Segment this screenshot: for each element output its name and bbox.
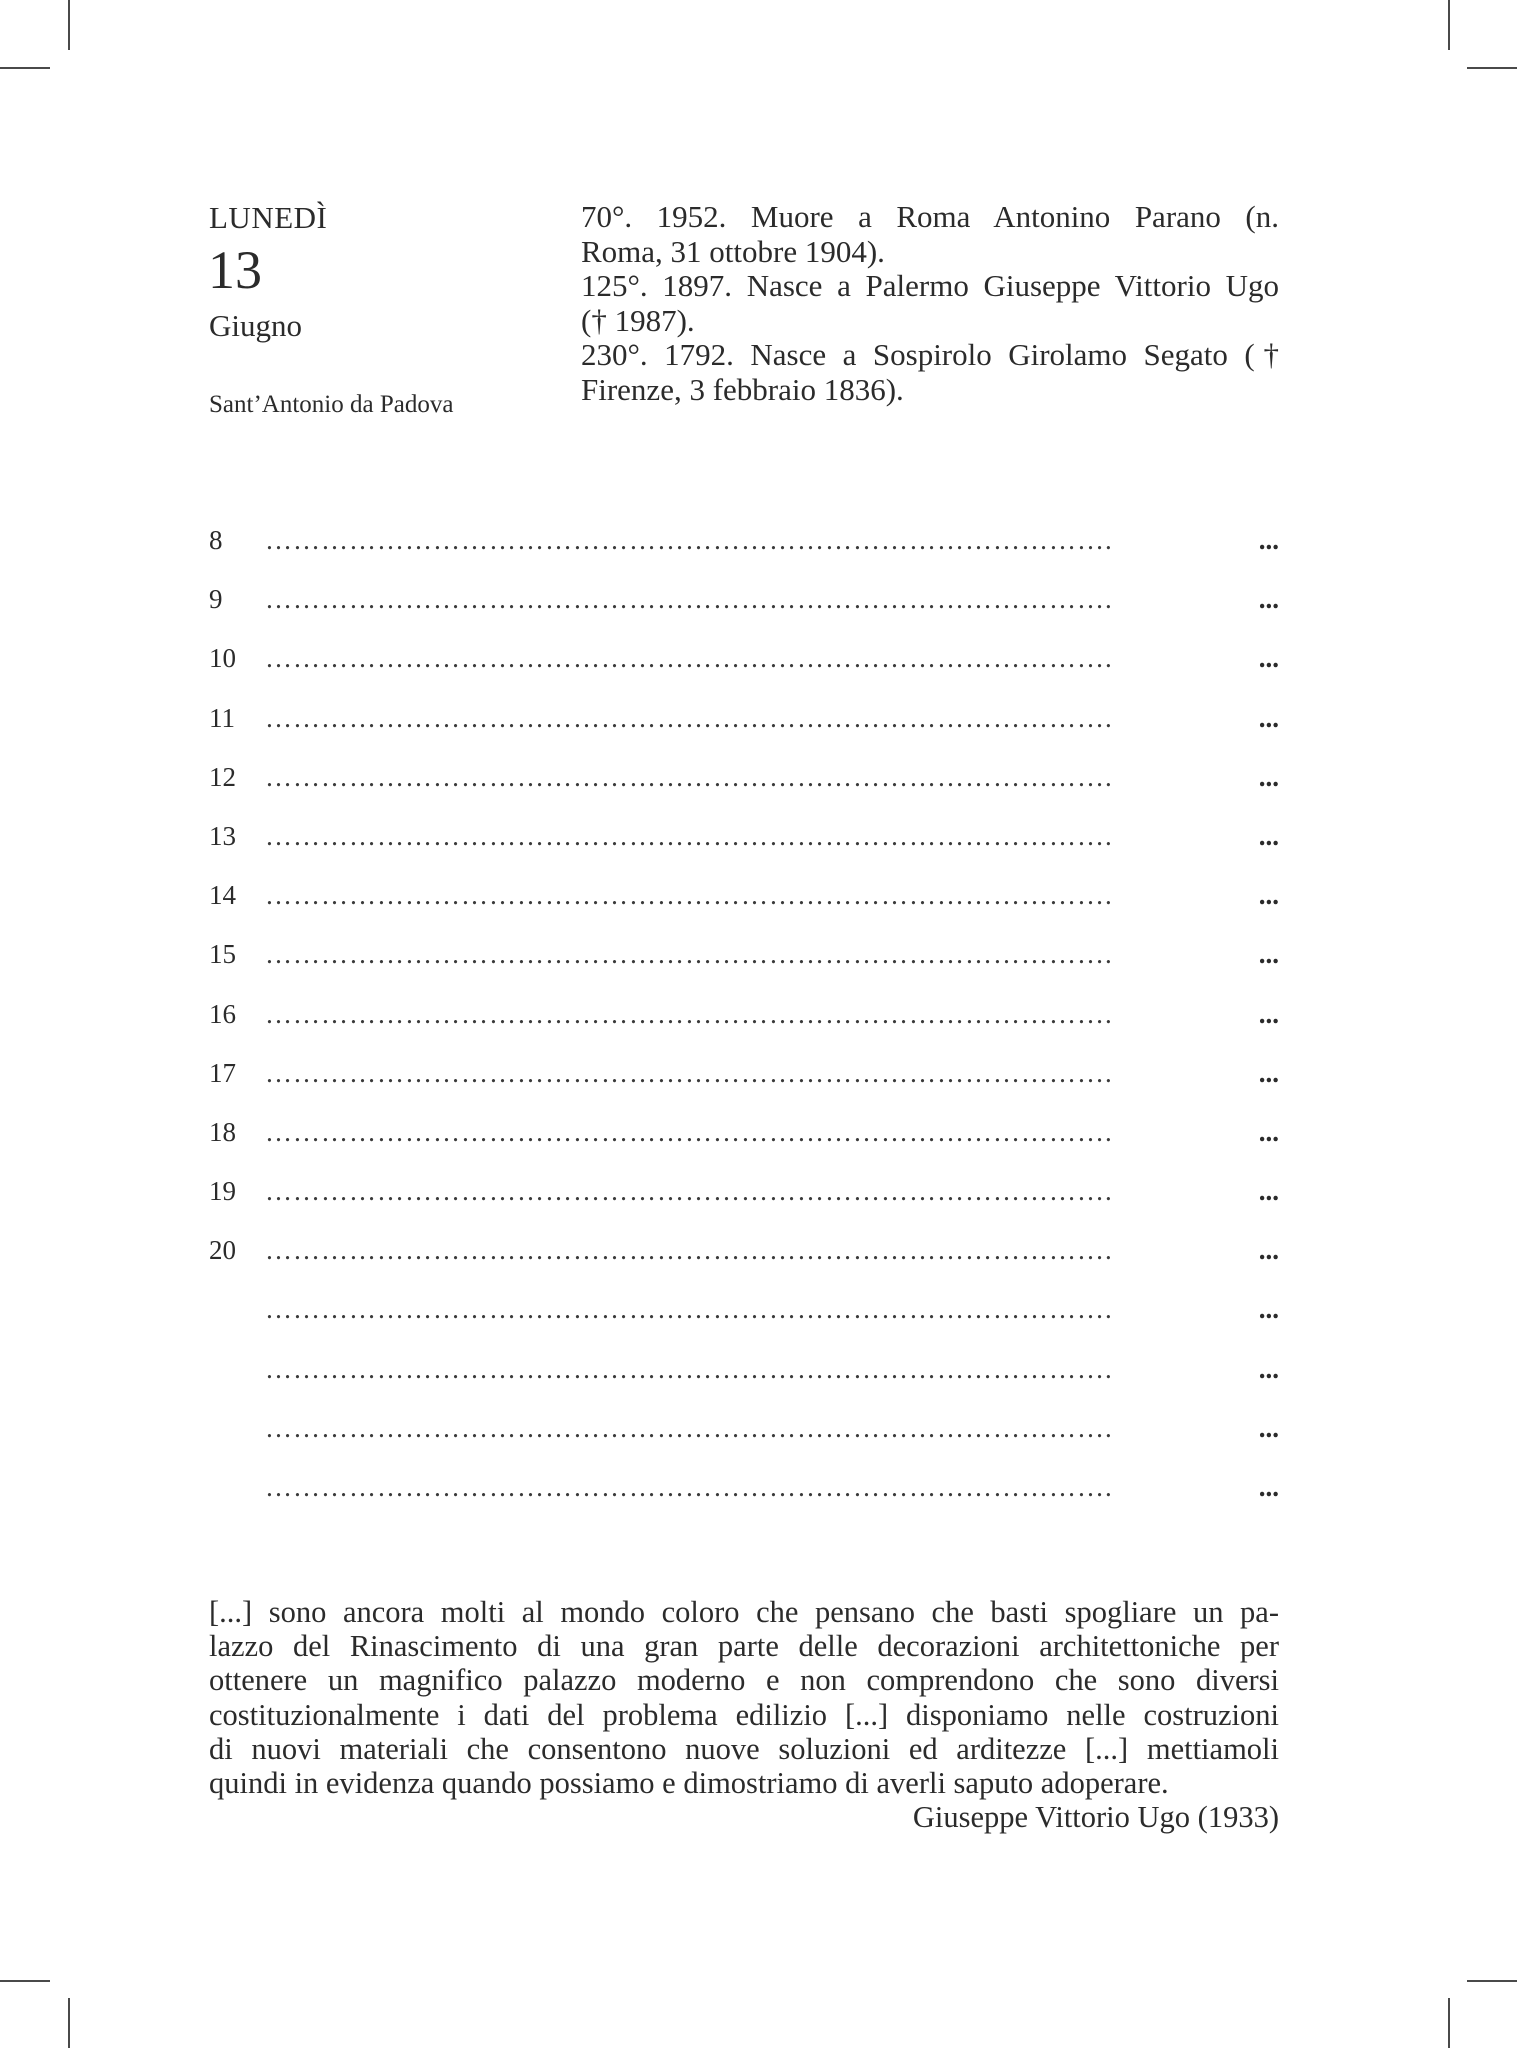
hour-schedule [209,520,1279,1526]
note-row [209,1467,1279,1526]
hour-row [209,757,1279,816]
hour-row [209,638,1279,697]
crop-mark-top-left-horizontal [0,67,50,69]
dot-leader: ………………………………………………………………………………. [265,584,1113,615]
dot-leader-end: ... [1258,820,1279,851]
anniversaries-block [581,200,1279,407]
quote-line: [...] sono ancora molti al mondo coloro che pensano che basti spogliare un pa- [209,1595,1279,1629]
hour-row [209,698,1279,757]
dot-leader-end: ... [1258,1116,1279,1147]
hour-row [209,520,1279,579]
event-line: 70°. 1952. Muore a Roma Antonino Parano (n. [581,200,1279,234]
dot-leader: ………………………………………………………………………………. [265,1294,1113,1325]
quote-line: costituzionalmente i dati del problema edilizio [...] disponiamo nelle costruzioni [209,1697,1279,1732]
dot-leader-end: ... [1258,939,1279,970]
hour-label: 13 [209,820,236,851]
hour-row [209,1230,1279,1289]
event-line: 125°. 1897. Nasce a Palermo Giuseppe Vittorio Ugo [581,269,1279,303]
event-line: 230°. 1792. Nasce a Sospirolo Girolamo Segato († [581,338,1279,372]
hour-label: 16 [209,998,236,1029]
dot-leader: ………………………………………………………………………………. [265,939,1113,970]
crop-mark-bottom-right-vertical [1448,1998,1450,2048]
hour-label: 19 [209,1176,236,1207]
dot-leader: ………………………………………………………………………………. [265,761,1113,792]
hour-row [209,934,1279,993]
dot-leader-end: ... [1258,525,1279,555]
dot-leader: ………………………………………………………………………………. [265,525,1113,555]
dot-leader: ………………………………………………………………………………. [265,1176,1113,1207]
dot-leader: ………………………………………………………………………………. [265,998,1113,1029]
quote-author: Giuseppe Vittorio Ugo (1933) [912,1800,1279,1835]
hour-row [209,579,1279,638]
hour-label: 11 [209,702,235,733]
quote-block [209,1595,1279,1834]
dot-leader: ………………………………………………………………………………. [265,1057,1113,1088]
dot-leader-end: ... [1258,1235,1279,1266]
dot-leader-end: ... [1258,643,1279,674]
event-line: († 1987). [581,303,695,338]
crop-mark-bottom-left-vertical [68,1998,70,2048]
crop-mark-top-right-horizontal [1467,67,1517,69]
dot-leader-end: ... [1258,702,1279,733]
hour-label: 15 [209,939,236,970]
dot-leader-end: ... [1258,1294,1279,1325]
dot-leader: ………………………………………………………………………………. [265,1235,1113,1266]
note-row [209,1289,1279,1348]
hour-label: 10 [209,643,236,674]
crop-mark-bottom-right-horizontal [1467,1980,1517,1982]
hour-label: 18 [209,1116,236,1147]
hour-label: 12 [209,761,236,792]
hour-row [209,875,1279,934]
event-line: Firenze, 3 febbraio 1836). [581,372,904,407]
hour-label: 20 [209,1235,236,1266]
dot-leader: ………………………………………………………………………………. [265,1412,1113,1443]
quote-line: di nuovi materiali che consentono nuove soluzioni ed arditezze [...] mettiamoli [209,1731,1279,1766]
hour-label: 17 [209,1057,236,1088]
crop-mark-top-left-vertical [68,0,70,50]
quote-line: ottenere un magnifico palazzo moderno e non comprendono che sono diversi [209,1663,1279,1698]
quote-line: lazzo del Rinascimento di una gran parte delle decorazioni architettoniche per [209,1629,1279,1664]
crop-mark-top-right-vertical [1448,0,1450,50]
hour-row [209,816,1279,875]
dot-leader: ………………………………………………………………………………. [265,880,1113,911]
day-name: LUNEDÌ [209,200,328,235]
dot-leader-end: ... [1258,998,1279,1029]
dot-leader: ………………………………………………………………………………. [265,1353,1113,1384]
saint-of-the-day: Sant’Antonio da Padova [209,391,454,418]
dot-leader: ………………………………………………………………………………. [265,643,1113,674]
dot-leader: ………………………………………………………………………………. [265,1116,1113,1147]
dot-leader-end: ... [1258,1176,1279,1207]
quote-line: quindi in evidenza quando possiamo e dimostriamo di averli saputo adoperare. [209,1766,1169,1801]
crop-mark-bottom-left-horizontal [0,1980,50,1982]
day-number: 13 [208,240,262,300]
hour-row [209,1171,1279,1230]
dot-leader-end: ... [1258,880,1279,911]
hour-row [209,1112,1279,1171]
hour-row [209,1053,1279,1112]
dot-leader-end: ... [1258,1057,1279,1088]
dot-leader: ………………………………………………………………………………. [265,702,1113,733]
dot-leader-end: ... [1258,1353,1279,1384]
dot-leader-end: ... [1258,584,1279,615]
note-row [209,1349,1279,1408]
note-row [209,1408,1279,1467]
hour-label: 9 [209,584,223,615]
event-line: Roma, 31 ottobre 1904). [581,234,885,269]
month-name: Giugno [209,308,302,343]
dot-leader-end: ... [1258,1412,1279,1443]
hour-row [209,994,1279,1053]
hour-label: 8 [209,525,223,555]
dot-leader: ………………………………………………………………………………. [265,820,1113,851]
dot-leader-end: ... [1258,761,1279,792]
hour-label: 14 [209,880,236,911]
dot-leader-end: ... [1258,1472,1279,1502]
dot-leader: ………………………………………………………………………………. [265,1472,1113,1502]
